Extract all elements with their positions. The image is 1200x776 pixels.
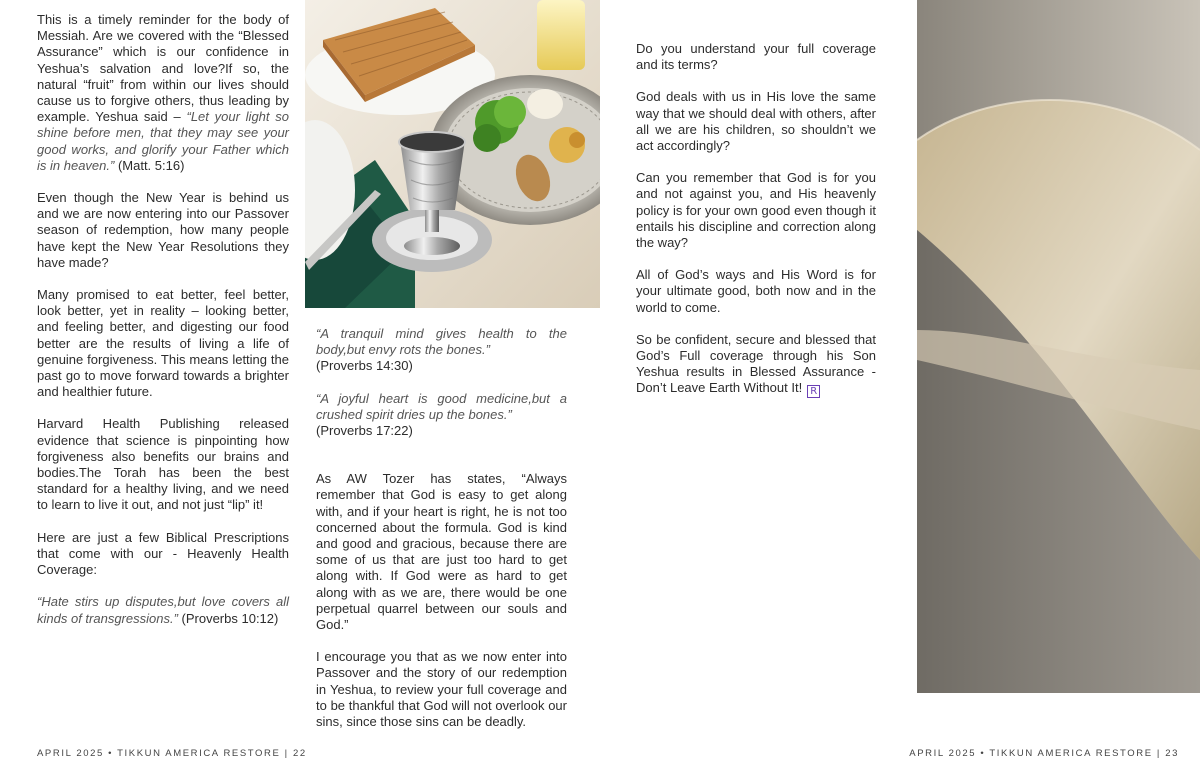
paragraph: Can you remember that God is for you and not against you, and His heavenly policy is for your own good even though it entails his discipline and correction along the way? [636,170,876,251]
paragraph: Do you understand your full coverage and its terms? [636,41,876,73]
scripture-quote: “Let your light so shine before men, that they may see your good works, and glorify your Father which is in heaven.” [37,109,289,173]
passover-seder-photo [305,0,600,308]
scripture-reference: (Matt. 5:16) [114,157,185,173]
right-column [636,41,876,414]
middle-column [316,326,567,746]
paragraph: God deals with us in His love the same way that we should deal with others, after all we are his children, so shouldn’t we act accordingly? [636,89,876,154]
scripture-quote: “A joyful heart is good medicine,but a crushed spirit dries up the bones.” [316,390,567,422]
paragraph: All of God’s ways and His Word is for your ultimate good, both now and in the world to come. [636,267,876,315]
right-page [600,0,1200,776]
paragraph: Harvard Health Publishing released evidence that science is pinpointing how forgiveness also benefits our brains and bodies.The Torah has been the best standard for a healthy living, and we need to learn to live it out, and not just “lip” it! [37,416,289,513]
scripture-quote: “A tranquil mind gives health to the body,but envy rots the bones.” [316,326,567,358]
scripture-reference: (Proverbs 10:12) [177,610,279,626]
paragraph: As AW Tozer has states, “Always remember that God is easy to get along with, and if your heart is right, he is not too concerned about the formula. God is kind and good and gracious, because there are some of us that are just too hard to get along with. If God were as hard to get along with as we are, there would be one perpetual quarrel between our souls and God.” [316,471,567,633]
curved-paper-image [917,0,1200,693]
scripture-reference: (Proverbs 17:22) [316,423,413,439]
page-footer-left: APRIL 2025 • TIKKUN AMERICA RESTORE | 22 [37,748,307,759]
paragraph: I encourage you that as we now enter into Passover and the story of our redemption in Yeshua, to review your full coverage and to be thankful that God will not overlook our sins, since those sins can be deadly. [316,649,567,730]
paragraph: So be confident, secure and blessed that God’s Full coverage through his Son Yeshua results in Blessed Assurance - Don’t Leave Earth Without It! R [636,331,876,398]
scripture-block [316,326,567,375]
paragraph: This is a timely reminder for the body of Messiah. Are we covered with the “Blessed Assurance” which is our confidence in Yeshua’s salvation and love?If so, the natural “fruit” from within our lives should cause us to forgive others, thus leading by example. Yeshua said – “Let your light so shine before men, that they may see your good works, and glorify your Father which is in heaven.” (Matt. 5:16) [37,12,289,173]
paragraph [37,594,289,626]
scripture-block [316,391,567,440]
page-footer-right: APRIL 2025 • TIKKUN AMERICA RESTORE | 23 [909,748,1179,759]
paragraph: Even though the New Year is behind us and we are now entering into our Passover season of redemption, how many people have kept the New Year Resolutions they have made? [37,190,289,270]
scripture-reference: (Proverbs 14:30) [316,358,413,374]
restore-logo-icon: R [807,385,820,398]
spacer [316,455,567,471]
scripture-quote: “Hate stirs up disputes,but love covers all kinds of transgressions.” [37,594,289,626]
paragraph: Many promised to eat better, feel better, look better, yet in reality – looking better, and feeling better, and digesting our food better are the results of living a life of genuine forgiveness. This means letting the past go to move forward towards a brighter and healthier future. [37,287,289,400]
left-column [37,12,289,643]
paragraph: Here are just a few Biblical Prescriptions that come with our - Heavenly Health Coverage: [37,529,289,578]
